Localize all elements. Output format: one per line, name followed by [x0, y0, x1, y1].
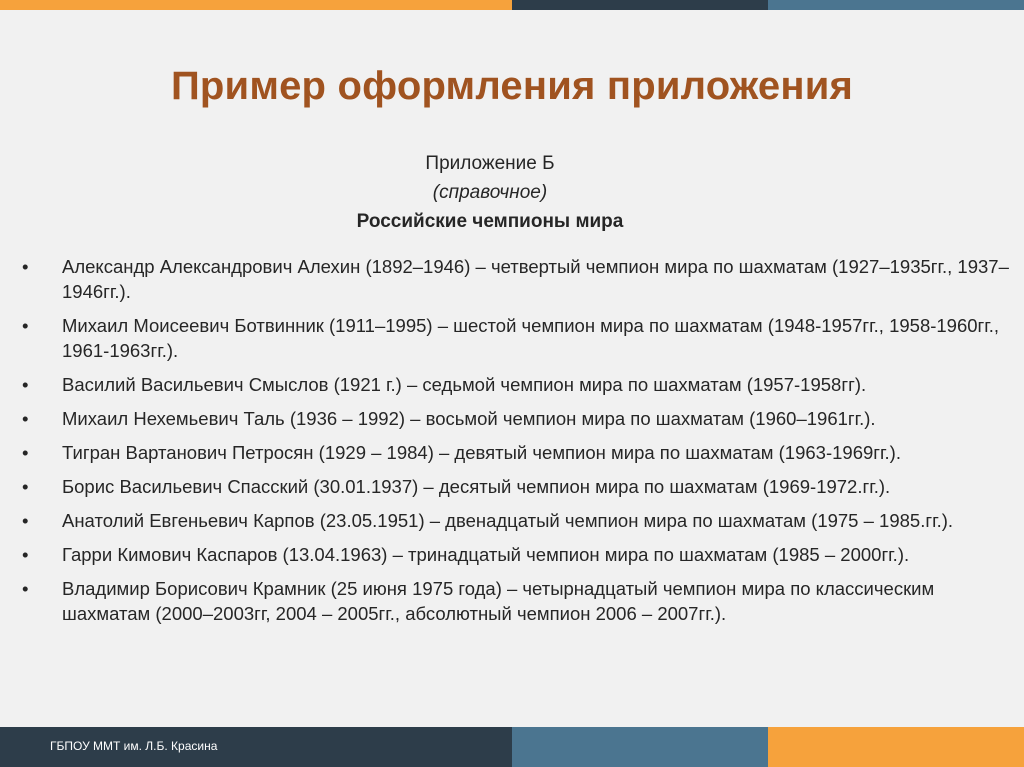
appendix-type: (справочное): [432, 182, 548, 203]
list-item: [22, 576, 1012, 626]
list-item-text: Михаил Моисеевич Ботвинник (1911–1995) – шестой чемпион мира по шахматам (1948-1957гг., 1958-1960гг., 1961-1963гг.).: [62, 315, 1000, 361]
bottom-bar-orange-segment: [768, 727, 1024, 767]
appendix-heading: Российские чемпионы мира: [356, 211, 624, 232]
list-item: [22, 313, 1012, 363]
bullet-icon: •: [22, 578, 29, 599]
list-item-text: Тигран Вартанович Петросян (1929 – 1984) – девятый чемпион мира по шахматам (1963-1969гг.).: [62, 442, 901, 463]
list-item: [22, 474, 1012, 499]
list-item: [22, 440, 1012, 465]
list-item: [22, 406, 1012, 431]
list-item-text: Василий Васильевич Смыслов (1921 г.) – седьмой чемпион мира по шахматам (1957-1958гг).: [62, 374, 867, 395]
bullet-icon: •: [22, 510, 29, 531]
bullet-icon: •: [22, 315, 29, 336]
list-item: [22, 542, 1012, 567]
footer-text: ГБПОУ ММТ им. Л.Б. Красина: [50, 739, 218, 753]
list-item-text: Михаил Нехемьевич Таль (1936 – 1992) – восьмой чемпион мира по шахматам (1960–1961гг.).: [62, 408, 876, 429]
list-item: [22, 372, 1012, 397]
bullet-icon: •: [22, 442, 29, 463]
list-item: [22, 508, 1012, 533]
appendix-header: [230, 149, 750, 236]
list-item: [22, 254, 1012, 304]
slide-title: Пример оформления приложения: [170, 64, 854, 108]
list-item-text: Гарри Кимович Каспаров (13.04.1963) – тринадцатый чемпион мира по шахматам (1985 – 2000гг.).: [62, 544, 910, 565]
list-item-text: Владимир Борисович Крамник (25 июня 1975 года) – четырнадцатый чемпион мира по классическим шахматам (2000–2003гг, 2004 – 2005гг., абсолютный чемпион 2006 – 2007гг.).: [62, 578, 935, 624]
appendix-label: Приложение Б: [425, 153, 555, 174]
list-item-text: Александр Александрович Алехин (1892–1946) – четвертый чемпион мира по шахматам (1927–1935гг., 1937–1946гг.).: [62, 256, 1009, 302]
bullet-icon: •: [22, 544, 29, 565]
top-bar-dark-segment: [512, 0, 768, 10]
list-item-text: Анатолий Евгеньевич Карпов (23.05.1951) – двенадцатый чемпион мира по шахматам (1975 – 1985.гг.).: [62, 510, 954, 531]
bottom-bar-blue-segment: [512, 727, 768, 767]
bullet-icon: •: [22, 408, 29, 429]
list-item-text: Борис Васильевич Спасский (30.01.1937) – десятый чемпион мира по шахматам (1969-1972.гг.).: [62, 476, 891, 497]
bullet-icon: •: [22, 374, 29, 395]
champions-list: [22, 254, 1012, 635]
top-bar-blue-segment: [768, 0, 1024, 10]
bullet-icon: •: [22, 256, 29, 277]
top-bar-orange-segment: [0, 0, 512, 10]
bullet-icon: •: [22, 476, 29, 497]
